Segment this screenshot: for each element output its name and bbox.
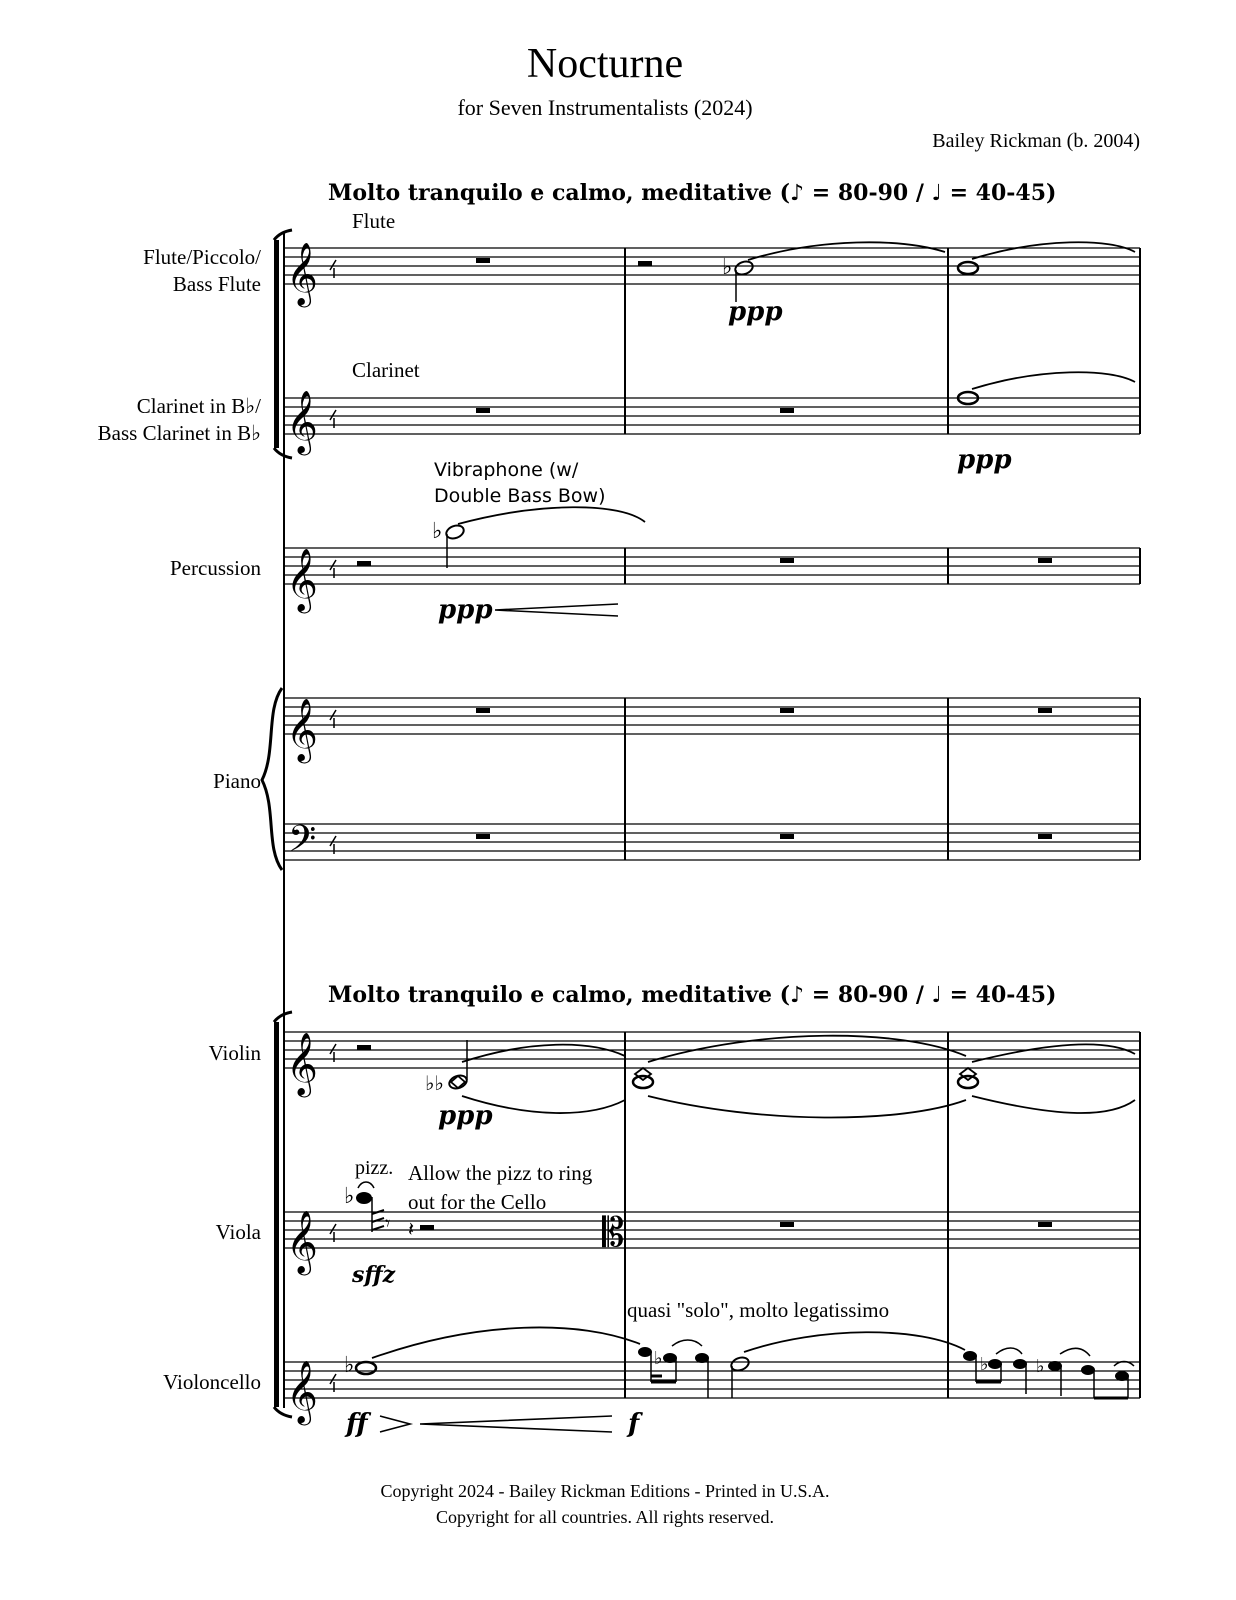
- staff: [284, 1362, 1140, 1398]
- whole-rest-icon: [780, 408, 794, 413]
- viola-ring-instruction-line1: Allow the pizz to ring: [408, 1161, 593, 1185]
- staff: [284, 824, 1140, 860]
- dynamic-clarinet-m3: ppp: [957, 445, 1012, 475]
- dynamic-flute-m2: ppp: [728, 297, 783, 327]
- whole-rest-icon: [476, 408, 490, 413]
- whole-rest-icon: [1038, 1222, 1052, 1227]
- composer-credit: Bailey Rickman (b. 2004): [932, 130, 1140, 152]
- half-rest-icon: [638, 261, 652, 266]
- flat-icon: ♭: [654, 1348, 663, 1369]
- instrument-name-percussion: Percussion: [170, 556, 261, 580]
- whole-rest-icon: [780, 834, 794, 839]
- note-violin-m2: [633, 1076, 653, 1088]
- note-flute-m3: [958, 262, 978, 274]
- flat-icon: ♭♭: [425, 1071, 444, 1095]
- half-rest-icon: [357, 1045, 371, 1050]
- eighth-rest-icon: 𝄾: [385, 1211, 391, 1235]
- viola-ring-instruction-line2: out for the Cello: [408, 1190, 547, 1214]
- instrument-name-clarinet-line2: Bass Clarinet in B♭: [97, 421, 261, 445]
- time-signatures: [330, 260, 336, 1392]
- whole-rest-icon: [1038, 558, 1052, 563]
- crescendo-hairpin: [495, 604, 618, 616]
- staff: [284, 248, 1140, 284]
- staff: [284, 698, 1140, 734]
- treble-clef-icon: 𝄞: [286, 1032, 318, 1095]
- crescendo-hairpin: [420, 1416, 612, 1432]
- whole-rest-icon: [780, 708, 794, 713]
- copyright-line-2: Copyright for all countries. All rights reserved.: [436, 1507, 774, 1527]
- copyright-line-1: Copyright 2024 - Bailey Rickman Editions - Printed in U.S.A.: [380, 1481, 830, 1501]
- flat-icon: ♭: [344, 1353, 355, 1378]
- whole-rest-icon: [476, 708, 490, 713]
- tempo-marking-strings: Molto tranquilo e calmo, meditative (♪ = 80-90 / ♩ = 40-45): [328, 982, 1057, 1008]
- score-subtitle: for Seven Instrumentalists (2024): [457, 95, 753, 120]
- half-rest-icon: [420, 1225, 434, 1230]
- staff-label-clarinet: Clarinet: [352, 358, 420, 382]
- instrument-name-viola: Viola: [215, 1220, 261, 1244]
- instrument-name-flute-line2: Bass Flute: [172, 272, 261, 296]
- staff-label-flute: Flute: [352, 209, 396, 233]
- treble-clef-icon: 𝄞: [286, 242, 318, 305]
- note-viola-m1: [356, 1192, 372, 1204]
- time-signature-mark: [330, 1224, 336, 1234]
- piano-brace: [262, 688, 282, 870]
- time-signature-mark: [330, 836, 336, 846]
- whole-rest-icon: [1038, 708, 1052, 713]
- instrument-name-cello: Violoncello: [163, 1370, 261, 1394]
- time-signature-mark: [330, 710, 336, 720]
- flat-icon: ♭: [980, 1354, 989, 1375]
- instrument-name-piano: Piano: [213, 769, 261, 793]
- tempo-marking-winds: Molto tranquilo e calmo, meditative (♪ = 80-90 / ♩ = 40-45): [328, 180, 1057, 206]
- flat-icon: ♭: [344, 1184, 355, 1209]
- note-cello-m1: [356, 1362, 376, 1374]
- quarter-rest-icon: 𝄽: [408, 1217, 415, 1241]
- whole-rest-icon: [476, 258, 490, 263]
- score-title: Nocturne: [526, 41, 684, 87]
- whole-rest-icon: [780, 1222, 794, 1227]
- note-violin-m3: [958, 1076, 978, 1088]
- bass-clef-icon: 𝄢: [288, 818, 317, 869]
- dynamic-cello-m2: f: [628, 1409, 640, 1439]
- dynamic-cello-m1: ff: [346, 1409, 368, 1439]
- time-signature-mark: [330, 1044, 336, 1054]
- viola-pizz-label: pizz.: [355, 1157, 394, 1179]
- flat-icon: ♭: [722, 255, 733, 280]
- alto-clef-icon: 𝄡: [602, 1210, 625, 1256]
- whole-rest-icon: [780, 558, 794, 563]
- whole-rest-icon: [1038, 834, 1052, 839]
- time-signature-mark: [330, 260, 336, 270]
- treble-clef-icon: 𝄞: [286, 698, 318, 761]
- dynamic-violin-m1: ppp: [438, 1101, 493, 1131]
- treble-clef-icon: 𝄞: [286, 1210, 318, 1273]
- flat-icon: ♭: [432, 519, 443, 544]
- staff: [284, 1032, 1140, 1068]
- treble-clef-icon: 𝄞: [286, 1360, 318, 1423]
- note-cello-m3: [963, 1351, 977, 1361]
- time-signature-mark: [330, 410, 336, 420]
- staff-label-vibraphone-line1: Vibraphone (w/: [434, 459, 579, 481]
- staff: [284, 548, 1140, 584]
- dynamic-viola-m1: sffz: [352, 1262, 396, 1288]
- staff-label-vibraphone-line2: Double Bass Bow): [434, 485, 606, 507]
- time-signature-mark: [330, 1374, 336, 1384]
- half-rest-icon: [357, 561, 371, 566]
- cello-solo-instruction: quasi "solo", molto legatissimo: [627, 1298, 890, 1322]
- diminuendo-hairpin: [380, 1416, 410, 1432]
- hairpins: [380, 604, 618, 1432]
- staff: [284, 398, 1140, 434]
- treble-clef-icon: 𝄞: [286, 548, 318, 611]
- treble-clef-icon: 𝄞: [286, 390, 318, 453]
- whole-rest-icon: [476, 834, 490, 839]
- instrument-name-flute-line1: Flute/Piccolo/: [143, 245, 261, 269]
- instrument-name-clarinet-line1: Clarinet in B♭/: [136, 394, 261, 418]
- flat-icon: ♭: [1036, 1356, 1045, 1377]
- instrument-name-violin: Violin: [208, 1041, 261, 1065]
- dynamic-percussion-m1: ppp: [438, 595, 493, 625]
- time-signature-mark: [330, 560, 336, 570]
